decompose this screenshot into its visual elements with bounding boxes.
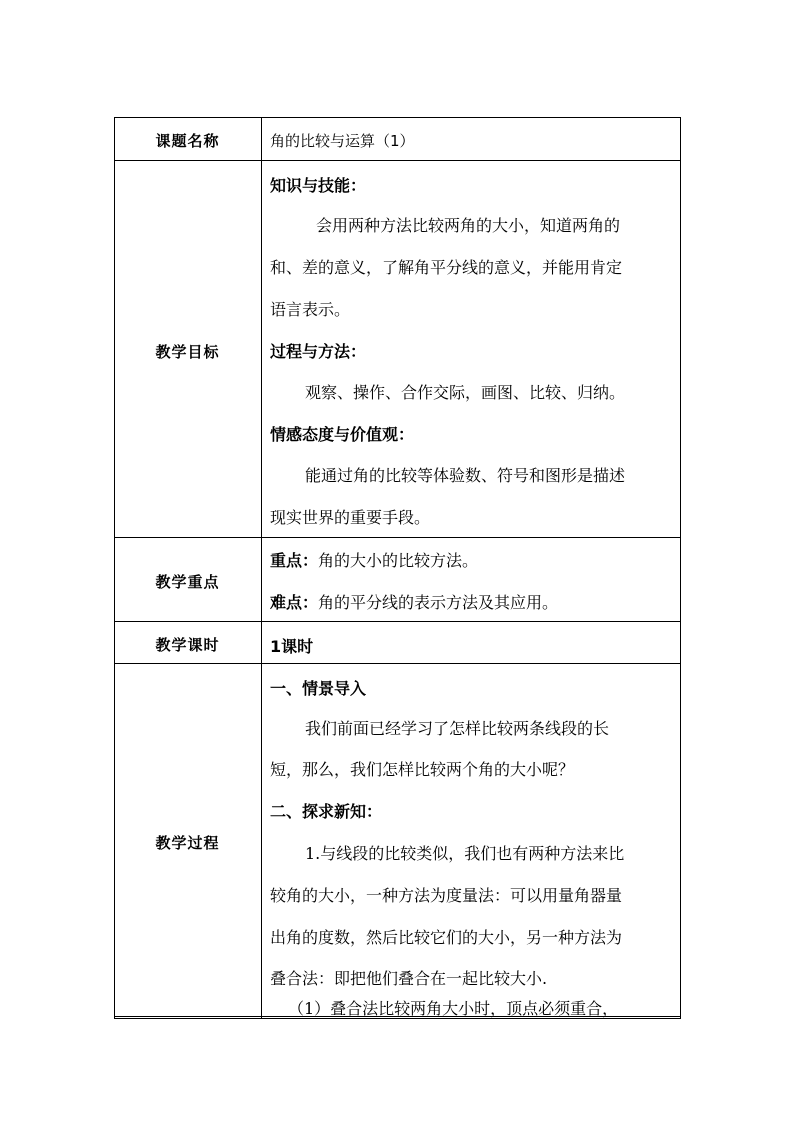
focus-label: 教学重点 <box>155 573 220 591</box>
emotion-line-2: 现实世界的重要手段。 <box>270 508 431 527</box>
section2-line-4: 叠合法：即把他们叠合在一起比较大小. <box>270 969 548 988</box>
goals-label: 教学目标 <box>155 343 220 361</box>
section2-line-3: 出角的度数，然后比较它们的大小，另一种方法为 <box>270 928 623 947</box>
section2-line-2: 较角的大小，一种方法为度量法：可以用量角器量 <box>270 886 623 905</box>
column-divider <box>261 117 262 1018</box>
section1-line-2: 短，那么，我们怎样比较两个角的大小呢？ <box>270 760 575 779</box>
knowledge-line-3: 语言表示。 <box>270 300 351 319</box>
topic-value: 角的比较与运算（1） <box>270 132 415 150</box>
topic-label: 课题名称 <box>155 132 220 150</box>
difficulty-text: 角的平分线的表示方法及其应用。 <box>318 593 559 612</box>
process-label: 教学过程 <box>155 834 220 852</box>
row-divider-hours <box>114 663 681 664</box>
section2-line-5: （1）叠合法比较两角大小时，顶点必须重合， <box>288 999 619 1018</box>
section2-heading: 二、探求新知： <box>270 802 383 821</box>
difficulty-label: 难点： <box>270 593 319 612</box>
knowledge-line-2: 和、差的意义，了解角平分线的意义，并能用肯定 <box>270 258 623 277</box>
row-divider-topic <box>114 160 681 161</box>
section1-heading: 一、情景导入 <box>270 679 367 698</box>
hours-label: 教学课时 <box>155 636 220 654</box>
row-divider-goals <box>114 537 681 538</box>
process-method-heading: 过程与方法： <box>270 342 367 361</box>
emotion-line-1: 能通过角的比较等体验数、符号和图形是描述 <box>305 466 626 485</box>
process-method-line: 观察、操作、合作交际，画图、比较、归纳。 <box>305 383 626 402</box>
row-divider-focus <box>114 621 681 622</box>
difficulty-point <box>270 590 558 613</box>
key-point-label: 重点： <box>270 551 319 570</box>
key-point-text: 角的大小的比较方法。 <box>318 551 479 570</box>
section2-line-1: 1.与线段的比较类似，我们也有两种方法来比 <box>305 844 625 863</box>
section1-line-1: 我们前面已经学习了怎样比较两条线段的长 <box>305 719 610 738</box>
key-point <box>270 548 478 571</box>
knowledge-heading: 知识与技能： <box>270 176 367 195</box>
knowledge-line-1: 会用两种方法比较两角的大小，知道两角的 <box>316 216 621 235</box>
emotion-heading: 情感态度与价值观： <box>270 425 415 444</box>
hours-value: 1课时 <box>270 637 314 656</box>
